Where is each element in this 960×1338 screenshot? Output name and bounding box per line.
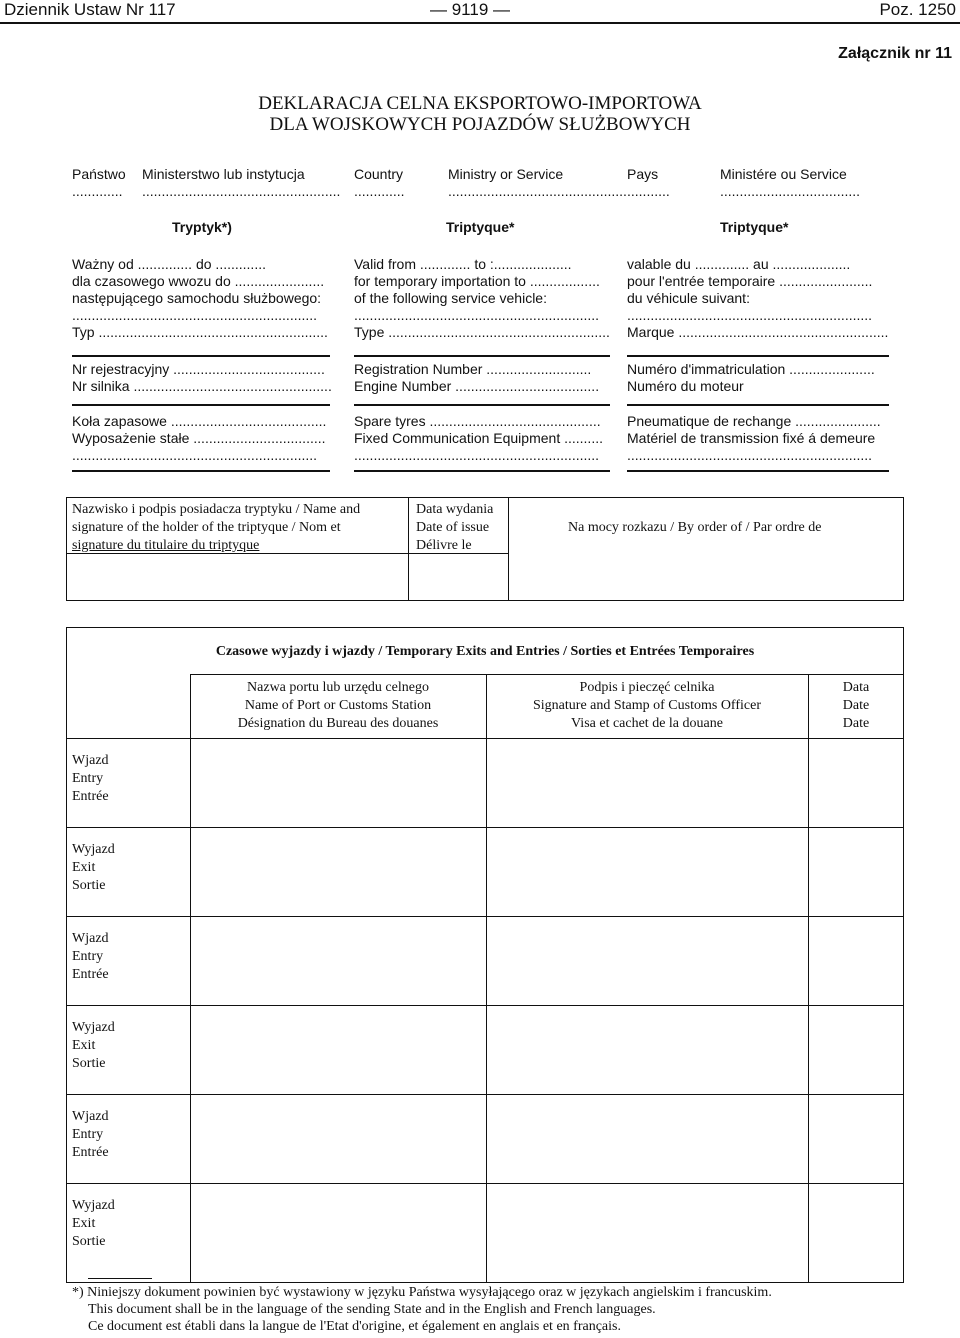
triptych-heading-en: Triptyque* [446,219,515,235]
row-label-exit: Wyjazd Exit Sortie [72,842,115,893]
box-divider [408,497,409,601]
registration-pl: Nr rejestracyjny ....................................... Nr silnika ................................................... [72,361,332,394]
row-label-entry: Wjazd Entry Entrée [72,1109,109,1160]
section-rule [72,404,330,406]
footnote-rule [88,1278,152,1279]
validity-fr: valable du .............. au .................... pour l'entrée temporaire ........................ du véhicule suivant: ............................................................... Marque ...................................................... [627,256,889,340]
section-rule [354,355,610,357]
section-rule [354,404,610,406]
ministry-en: Ministry or Service .............................................. [448,166,627,199]
validity-pl: Ważny od .............. do ............. dla czasowego wwozu do ....................... następującego samochodu służbowego: ............................................................... Typ ........................................................... [72,256,328,340]
country-en: Country ............. [354,166,405,199]
section-rule [627,470,889,472]
section-rule [354,470,610,472]
row-label-entry: Wjazd Entry Entrée [72,931,109,982]
page-number: — 9119 — [430,0,511,19]
column-header-signature: Podpis i pieczęć celnika Signature and Stamp of Customs Officer Visa et cachet de la douane [533,680,761,731]
box-divider [508,497,509,601]
issue-date-label: Data wydania Date of issue Délivre le [416,502,494,553]
section-rule [72,470,330,472]
row-label-exit: Wyjazd Exit Sortie [72,1020,115,1071]
annex-label: Załącznik nr 11 [838,45,952,62]
table-header-bottom [66,738,904,739]
journal-name: Dziennik Ustaw Nr 117 [4,0,176,19]
position-number: Poz. 1250 [879,0,956,19]
table-row-divider [66,827,904,828]
registration-en: Registration Number ........................... Engine Number ..................................... [354,361,600,394]
table-row-divider [66,1005,904,1006]
registration-fr: Numéro d'immatriculation ...................... Numéro du moteur [627,361,875,394]
table-row-divider [66,916,904,917]
column-header-date: Data Date Date [842,680,870,731]
row-label-entry: Wjazd Entry Entrée [72,753,109,804]
table-row-divider [66,1094,904,1095]
exits-entries-title: Czasowe wyjazdy i wjazdy / Temporary Exits and Entries / Sorties et Entrées Temporaires [215,644,755,659]
table-col-divider [190,674,191,1283]
title-line-2: DLA WOJSKOWYCH POJAZDÓW SŁUŻBOWYCH [269,114,691,135]
country-fr: Pays ........... [627,166,670,199]
column-header-port: Nazwa portu lub urzędu celnego Name of Port or Customs Station Désignation du Bureau des douanes [237,680,439,731]
holder-signature-label: Nazwisko i podpis posiadacza tryptyku / Name and signature of the holder of the triptyque / Nom et signature du titulaire du triptyque [72,502,361,553]
section-rule [72,355,330,357]
equipment-en: Spare tyres ............................................ Fixed Communication Equipment .......... ............................................................... [354,413,603,463]
title-line-1: DEKLARACJA CELNA EKSPORTOWO-IMPORTOWA [258,93,702,114]
document-title [0,93,960,135]
header-rule [0,22,960,24]
issue-underline [408,553,508,554]
section-rule [627,355,889,357]
validity-en: Valid from ............. to :.................... for temporary importation to .................. of the following service vehicle: ............................................................... Type ......................................................... [354,256,610,340]
by-order-label: Na mocy rozkazu / By order of / Par ordre de [568,520,822,535]
row-label-exit: Wyjazd Exit Sortie [72,1198,115,1249]
table-header-rule [190,674,904,675]
equipment-fr: Pneumatique de rechange ...................... Matériel de transmission fixé á demeure ............................................................... [627,413,881,463]
section-rule [627,404,889,406]
table-row-divider [66,1183,904,1184]
ministry-pl: Ministerstwo lub instytucja ................................................... [142,166,341,199]
equipment-pl: Koła zapasowe ........................................ Wyposażenie stałe .................................. ............................................................... [72,413,327,463]
table-col-divider [808,674,809,1283]
triptych-heading-pl: Tryptyk*) [172,219,232,235]
ministry-fr: Ministére ou Service .................................... [720,166,861,199]
holder-underline [66,553,408,554]
country-pl: Państwo ............. [72,166,126,199]
footnote: *) Niniejszy dokument powinien być wystawiony w języku Państwa wysyłającego oraz w językach angielskim i francuskim. This document shall be in the language of the sending State and in the English and French languages. Ce document est établi dans la langue de l'Etat d'origine, et également en anglais et en français. [72,1285,772,1334]
triptych-heading-fr: Triptyque* [720,219,789,235]
table-col-divider [486,674,487,1283]
